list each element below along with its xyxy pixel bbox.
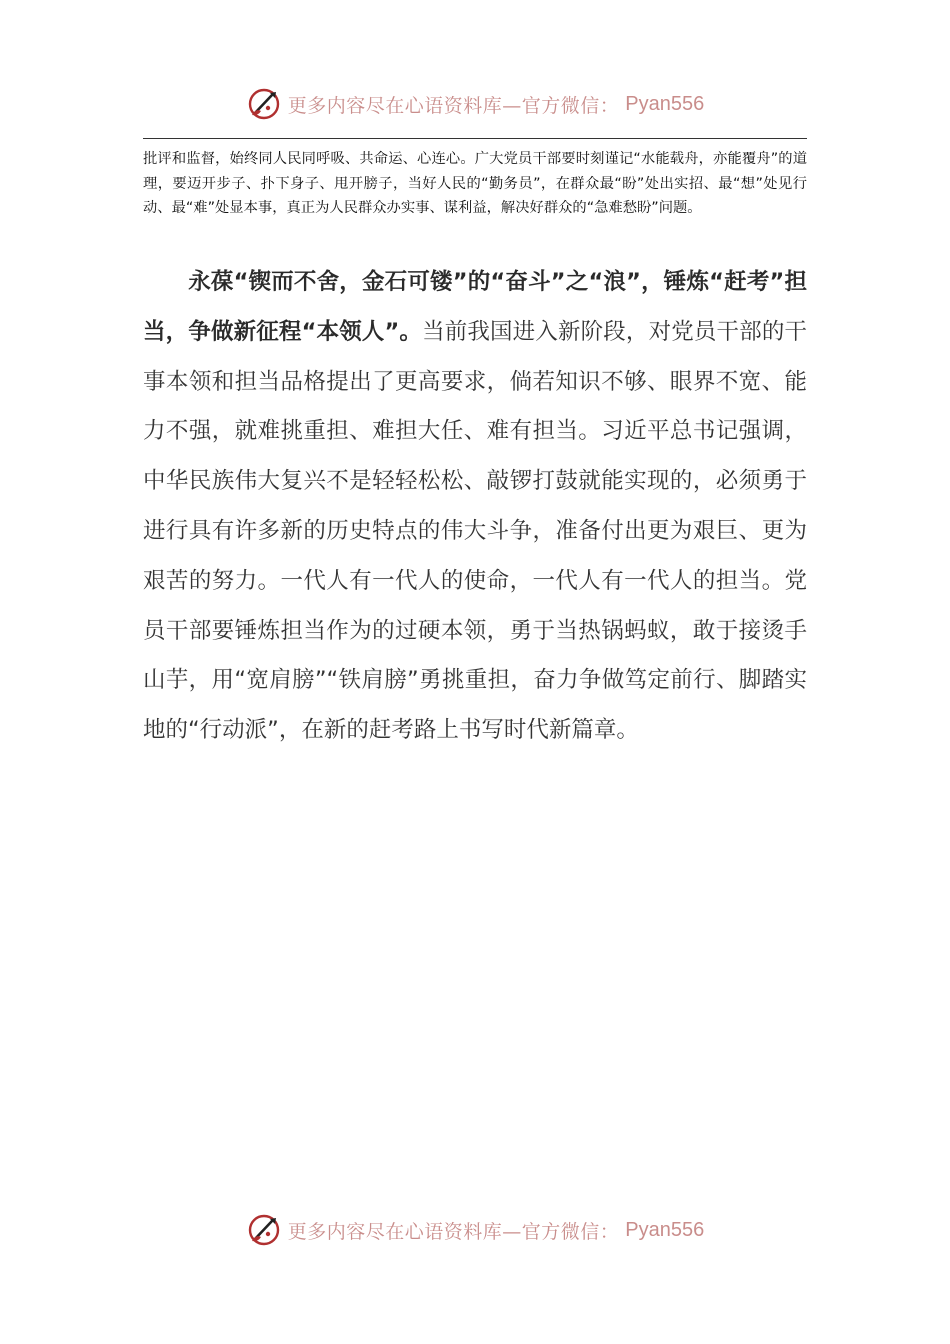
wechat-id: Pyan556	[625, 92, 705, 115]
pen-logo-icon	[246, 1212, 282, 1248]
body-text: 当前我国进入新阶段，对党员干部的干事本领和担当品格提出了更高要求，倘若知识不够、眼界不宽、能力不强，就难挑重担、难担大任、难有担当。习近平总书记强调，中华民族伟大复兴不是轻轻松松、敲锣打鼓就能实现的，必须勇于进行具有许多新的历史特点的伟大斗争，准备付出更为艰巨、更为艰苦的努力。一代人有一代人的使命，一代人有一代人的担当。党员干部要锤炼担当作为的过硬本领，勇于当热锅蚂蚁，敢于接烫手山芋，用“宽肩膀”“铁肩膀”勇挑重担，奋力争做笃定前行、脚踏实地的“行动派”，在新的赶考路上书写时代新篇章。	[143, 318, 807, 744]
header-banner	[0, 82, 950, 126]
footer-banner	[0, 1208, 950, 1252]
header-rule	[143, 138, 807, 139]
banner-text: 更多内容尽在心语资料库—官方微信：	[287, 1220, 620, 1243]
wechat-id: Pyan556	[625, 1218, 705, 1241]
pen-logo-icon	[246, 86, 282, 122]
main-paragraph	[143, 258, 807, 756]
small-paragraph: 批评和监督，始终同人民同呼吸、共命运、心连心。广大党员干部要时刻谨记“水能载舟，亦能覆舟”的道理，要迈开步子、扑下身子、甩开膀子，当好人民的“勤务员”，在群众最“盼”处出实招、最“想”处见行动、最“难”处显本事，真正为人民群众办实事、谋利益，解决好群众的“急难愁盼”问题。	[143, 151, 807, 217]
banner-text: 更多内容尽在心语资料库—官方微信：	[287, 94, 620, 117]
bold-lead: 永葆“锲而不舍，金石可镂”的“奋斗”之“浪”，锤炼“赶考”担当，争做新征程“本领人”。	[143, 269, 807, 345]
